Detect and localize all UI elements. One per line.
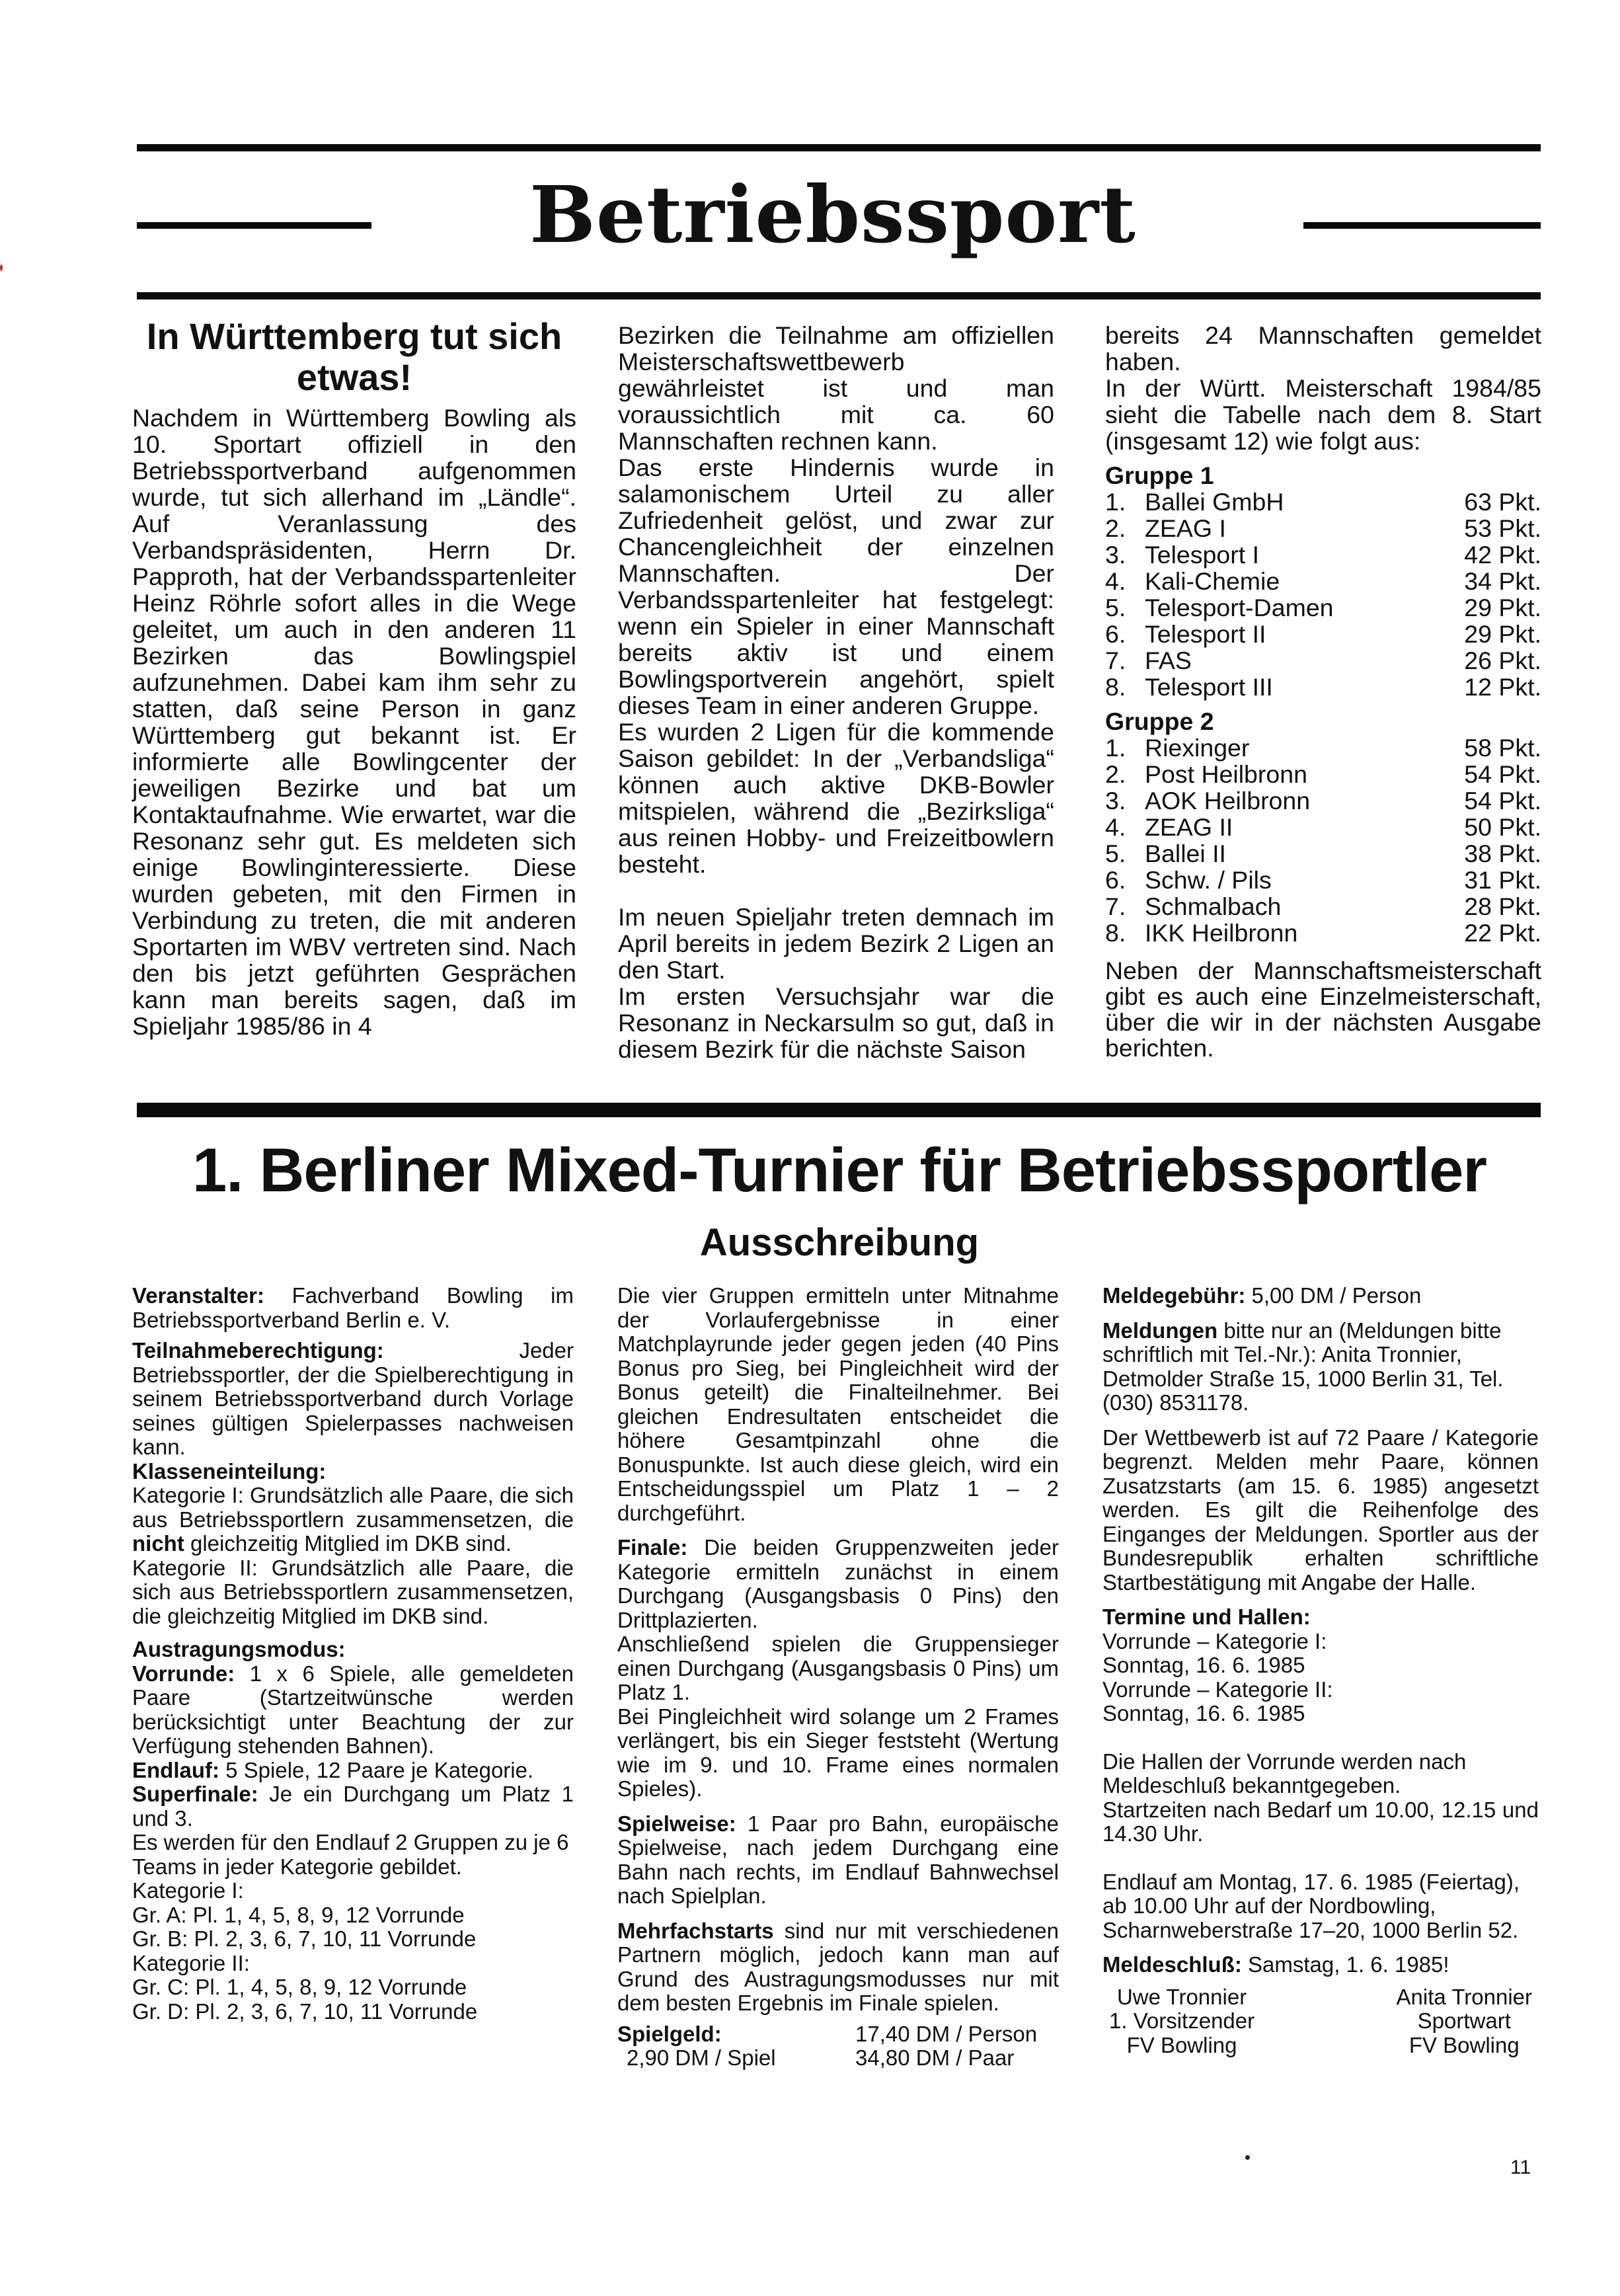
article2-column-1: [132, 1284, 574, 2024]
article1-paragraph: Im neuen Spieljahr treten demnach im April bereits in jedem Bezirk 2 Ligen an den Start.: [618, 903, 1054, 984]
spielgeld-row: 2,90 DM / Spiel 34,80 DM / Paar: [627, 2045, 1015, 2070]
article1-paragraph: Nachdem in Württemberg Bowling als 10. Sportart offiziell in den Betriebssportverband aufgenommen wurde, tut sich allerhand im „Ländle“. Auf Veranlassung des Verbandspräsidenten, Herrn Dr. Papproth, hat der Verbandsspartenleiter Heinz Röhrle sofort alles in die Wege geleitet, um auch in den anderen 11 Bezirken das Bowlingspiel aufzunehmen. Dabei kam ihm sehr zu statten, daß seine Person in ganz Württemberg gut bekannt ist. Er informierte alle Bowlingcenter der jeweiligen Bezirke und bat um Kontaktaufnahme. Wie erwartet, war die Resonanz sehr gut. Es meldeten sich einige Bowlinginteressierte. Diese wurden gebeten, mit den Firmen in Verbindung zu treten, die mit anderen Sportarten im WBV vertreten sind. Nach den bis jetzt geführten Gesprächen kann man bereits sagen, daß im Spieljahr 1985/86 in 4: [132, 404, 576, 1040]
article2-headline: 1. Berliner Mixed-Turnier für Betriebssportler: [192, 1135, 1487, 1205]
article1-paragraph: Das erste Hindernis wurde in salamonischem Urteil zu aller Zufriedenheit gelöst, und zwar zur Chancengleichheit der einzelnen Mannschaften. Der Verbandsspartenleiter hat festgelegt: wenn ein Spieler in einer Mannschaft bereits aktiv ist und einem Bowlingsportverein angehört, spielt dieses Team in einer anderen Gruppe.: [618, 454, 1054, 719]
hallen-paragraph: Die Hallen der Vorrunde werden nach Meldeschluß bekanntgegeben.: [1102, 1749, 1467, 1798]
standings-row: 5. Ballei II 38 Pkt.: [1105, 840, 1541, 867]
gruppen-intro-paragraph: Die vier Gruppen ermitteln unter Mitnahme der Vorlaufergebnisse in einer Matchplayrunde jeder gegen jeden (40 Pins Bonus pro Sieg, bei Pingleichheit wird der Bonus geteilt) die Finalteilnehmer. Bei gleichen Endresultaten entscheidet die höhere Gesamtpinzahl ohne die Bonuspunkte. Ist auch diese gleich, wird ein Entscheidungsspiel um Platz 1 – 2 durchgeführt.: [617, 1283, 1059, 1525]
article1-column-3: [1105, 322, 1541, 1061]
masthead-left-dash: [137, 222, 371, 229]
article1-paragraph: Bezirken die Teilnahme am offiziellen Meisterschaftswettbewerb gewährleistet ist und man voraussichtlich mit ca. 60 Mannschaften rechnen kann.: [618, 321, 1054, 455]
signature-left: Uwe Tronnier 1. Vorsitzender FV Bowling: [1109, 1984, 1255, 2057]
group-1-standings: [1105, 489, 1541, 700]
standings-row: 2. Post Heilbronn 54 Pkt.: [1105, 760, 1541, 788]
article1-paragraph: Es wurden 2 Ligen für die kommende Saison gebildet: In der „Verbandsliga“ können auch aktive DKB-Bowler mitspielen, während die „Bezirksliga“ aus reinen Hobby- und Freizeitbowlern besteht.: [618, 718, 1054, 878]
endlauf-paragraph: Endlauf: 5 Spiele, 12 Paare je Kategorie.: [132, 1757, 534, 1782]
startzeiten-paragraph: Startzeiten nach Bedarf um 10.00, 12.15 und 14.30 Uhr.: [1102, 1797, 1539, 1846]
standings-row: 3. Telesport I 42 Pkt.: [1105, 541, 1541, 569]
klassen-heading: Klasseneinteilung:: [132, 1458, 327, 1484]
group-2-standings: [1105, 734, 1541, 946]
mehrfachstarts-paragraph: Mehrfachstarts sind nur mit verschiedenen Partnern möglich, jedoch kann man auf Grund des Austragungsmodusses nur mit dem besten Ergebnis im Finale spielen.: [617, 1918, 1059, 2015]
gruppen-paragraph: Es werden für den Endlauf 2 Gruppen zu je 6 Teams in jeder Kategorie gebildet.: [132, 1830, 569, 1879]
finale-paragraph: Finale: Die beiden Gruppenzweiten jeder Kategorie ermitteln zunächst in einem Durchgang (Ausgangsbasis 0 Pins) den Drittplazierten.: [617, 1535, 1059, 1632]
group-1-title: Gruppe 1: [1105, 461, 1214, 489]
veranstalter-paragraph: Veranstalter: Fachverband Bowling im Betriebssportverband Berlin e. V.: [132, 1283, 574, 1332]
masthead-right-dash: [1303, 222, 1541, 229]
superfinale-paragraph: Superfinale: Je ein Durchgang um Platz 1 und 3.: [132, 1782, 574, 1831]
standings-row: 6. Telesport II 29 Pkt.: [1105, 620, 1541, 648]
spielweise-paragraph: Spielweise: 1 Paar pro Bahn, europäische Spielweise, nach jedem Durchgang eine Bahn nach rechts, im Endlauf Bahnwechsel nach Spielplan.: [617, 1811, 1059, 1908]
article2-column-2: [617, 1284, 1059, 2071]
standings-row: 1. Riexinger 58 Pkt.: [1105, 734, 1541, 762]
termine-line: Vorrunde – Kategorie I:: [1102, 1628, 1327, 1653]
endlauf-termin-paragraph: Endlauf am Montag, 17. 6. 1985 (Feiertag), ab 10.00 Uhr auf der Nordbowling, Scharnweberstraße 17–20, 1000 Berlin 52.: [1102, 1869, 1520, 1942]
masthead-bottom-rule: [137, 292, 1541, 299]
modus-heading: Austragungsmodus:: [132, 1637, 346, 1661]
group-2-title: Gruppe 2: [1105, 707, 1214, 735]
standings-row: 7. Schmalbach 28 Pkt.: [1105, 892, 1541, 920]
group-line: Kategorie I:: [132, 1878, 244, 1903]
termine-line: Sonntag, 16. 6. 1985: [1102, 1701, 1305, 1725]
standings-row: 4. Kali-Chemie 34 Pkt.: [1105, 567, 1541, 595]
standings-row: 8. IKK Heilbronn 22 Pkt.: [1105, 919, 1541, 947]
article1-headline: In Württemberg tut sich etwas!: [146, 315, 562, 398]
termine-line: Vorrunde – Kategorie II:: [1102, 1677, 1333, 1702]
standings-row: 8. Telesport III 12 Pkt.: [1105, 673, 1541, 701]
group-line: Gr. C: Pl. 1, 4, 5, 8, 9, 12 Vorrunde: [132, 1975, 467, 1999]
article1-column-1: [132, 316, 576, 1039]
page-number: 11: [1510, 2157, 1531, 2178]
article1-paragraph: In der Württ. Meisterschaft 1984/85 sieht die Tabelle nach dem 8. Start (insgesamt 12) wie folgt aus:: [1105, 374, 1541, 455]
print-speck: [1245, 2155, 1250, 2160]
anschliessend-paragraph: Anschließend spielen die Gruppensieger einen Durchgang (Ausgangsbasis 0 Pins) um Platz 1.: [617, 1632, 1059, 1704]
article1-paragraph: Neben der Mannschaftsmeisterschaft gibt es auch eine Einzelmeisterschaft, über die wir in der nächsten Ausgabe berichten.: [1105, 957, 1541, 1062]
vorrunde-paragraph: Vorrunde: 1 x 6 Spiele, alle gemeldeten Paare (Startzeitwünsche werden berücksichtigt unter Beachtung der zur Verfügung stehenden Bahnen).: [132, 1661, 574, 1758]
pingleichheit-paragraph: Bei Pingleichheit wird solange um 2 Frames verlängert, bis ein Sieger feststeht (Wertung wie im 9. und 10. Frame eines normalen Spieles).: [617, 1704, 1059, 1801]
standings-row: 6. Schw. / Pils 31 Pkt.: [1105, 866, 1541, 894]
meldungen-paragraph: Meldungen bitte nur an (Meldungen bitte schriftlich mit Tel.-Nr.): Anita Tronnier, Detmolder Straße 15, 1000 Berlin 31, Tel. (030) 8531178.: [1102, 1318, 1504, 1415]
article1-column-2: [618, 322, 1054, 1062]
standings-row: 3. AOK Heilbronn 54 Pkt.: [1105, 787, 1541, 814]
meldeschluss-paragraph: Meldeschluß: Samstag, 1. 6. 1985!: [1102, 1952, 1449, 1977]
article2-column-3: [1102, 1284, 1539, 2057]
standings-row: 4. ZEAG II 50 Pkt.: [1105, 813, 1541, 841]
termine-line: Sonntag, 16. 6. 1985: [1102, 1653, 1305, 1677]
print-speck: [0, 264, 3, 271]
group-line: Gr. D: Pl. 2, 3, 6, 7, 10, 11 Vorrunde: [132, 1999, 478, 2024]
section-title: Betriebssport: [529, 169, 1136, 260]
group-line: Gr. A: Pl. 1, 4, 5, 8, 9, 12 Vorrunde: [132, 1902, 465, 1927]
signature-right: Anita Tronnier Sportwart FV Bowling: [1396, 1984, 1532, 2057]
termine-heading: Termine und Hallen:: [1102, 1604, 1311, 1629]
spielgeld-row: Spielgeld: 17,40 DM / Person: [617, 2021, 1038, 2046]
wettbewerb-paragraph: Der Wettbewerb ist auf 72 Paare / Kategorie begrenzt. Melden mehr Paare, können Zusatzstarts (am 15. 6. 1985) angesetzt werden. Es gilt die Reihenfolge des Einganges der Meldungen. Sportler aus der Bundesrepublik erhalten schriftliche Startbestätigung mit Angabe der Halle.: [1102, 1425, 1539, 1595]
teilnahme-paragraph: Teilnahmeberechtigung: Jeder Betriebssportler, der die Spielberechtigung in seinem Betriebssportverband durch Vorlage seines gültigen Spielerpasses nachweisen kann.: [132, 1338, 574, 1459]
group-line: Gr. B: Pl. 2, 3, 6, 7, 10, 11 Vorrunde: [132, 1926, 477, 1951]
standings-row: 5. Telesport-Damen 29 Pkt.: [1105, 594, 1541, 621]
standings-row: 1. Ballei GmbH 63 Pkt.: [1105, 488, 1541, 516]
kategorie-2-paragraph: Kategorie II: Grundsätzlich alle Paare, die sich aus Betriebssportlern zusammensetzen, die gleichzeitig Mitglied im DKB sind.: [132, 1555, 574, 1628]
group-line: Kategorie II:: [132, 1950, 250, 1975]
masthead-top-rule: [137, 144, 1541, 151]
article2-subhead: Ausschreibung: [699, 1221, 980, 1264]
standings-row: 7. FAS 26 Pkt.: [1105, 647, 1541, 674]
kategorie-1-paragraph: Kategorie I: Grundsätzlich alle Paare, die sich aus Betriebssportlern zusammensetzen, die nicht gleichzeitig Mitglied im DKB sind.: [132, 1483, 574, 1556]
meldegebuehr-paragraph: Meldegebühr: 5,00 DM / Person: [1102, 1283, 1422, 1308]
article1-paragraph: Im ersten Versuchsjahr war die Resonanz in Neckarsulm so gut, daß in diesem Bezirk für die nächste Saison: [618, 982, 1054, 1063]
article1-paragraph: bereits 24 Mannschaften gemeldet haben.: [1105, 321, 1541, 376]
signatures: [1102, 1985, 1539, 2058]
article-separator-rule: [137, 1103, 1541, 1117]
standings-row: 2. ZEAG I 53 Pkt.: [1105, 514, 1541, 542]
